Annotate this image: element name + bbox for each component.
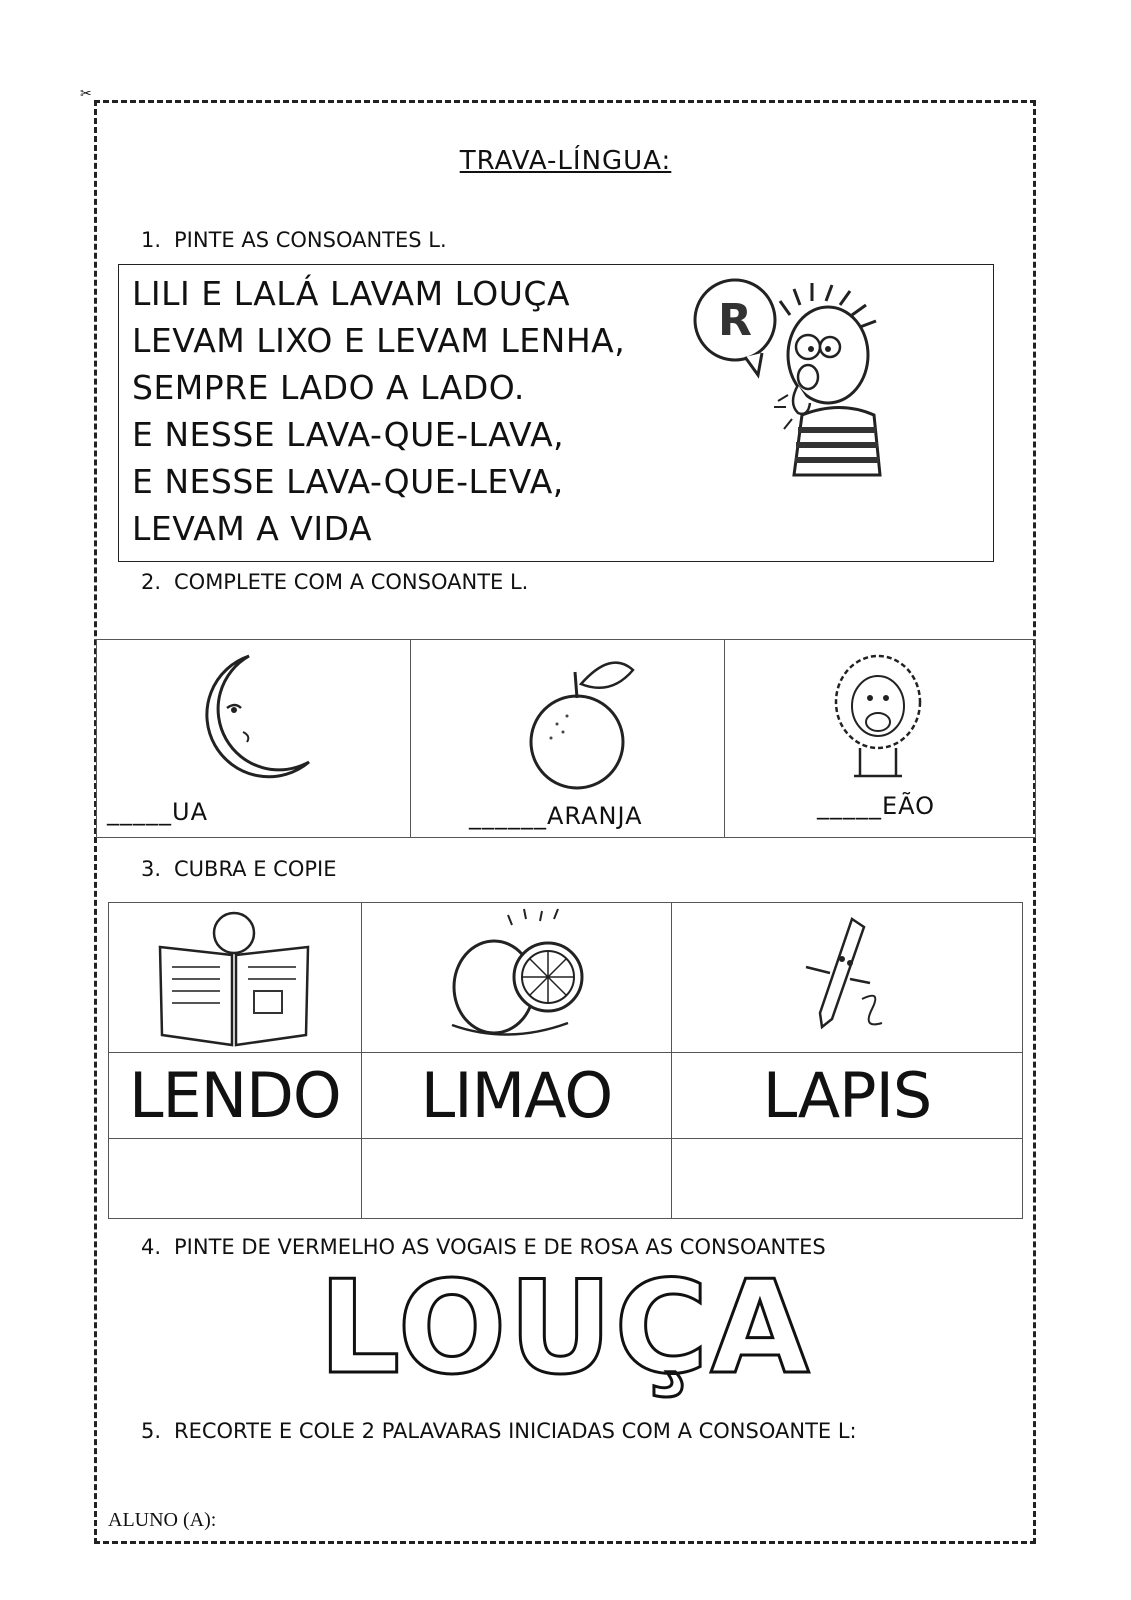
word-lendo: LENDO — [129, 1059, 341, 1132]
complete-cell-orange — [411, 640, 725, 838]
lion-icon — [830, 652, 930, 782]
question-2-number: 2. — [141, 570, 162, 594]
word-cell — [109, 1053, 362, 1139]
moon-icon — [187, 652, 317, 788]
question-3-text: CUBRA E COPIE — [174, 857, 337, 881]
question-2 — [141, 570, 528, 594]
question-2-text: COMPLETE COM A CONSOANTE L. — [174, 570, 529, 594]
complete-cell-moon — [97, 640, 411, 838]
complete-table — [96, 639, 1036, 838]
word-cell — [672, 1053, 1023, 1139]
lemon-icon — [448, 905, 588, 1045]
copy-image-cell-lemon — [362, 903, 672, 1053]
poem-line: SEMPRE LADO A LADO. — [132, 368, 525, 407]
blank-laranja[interactable]: ______ARANJA — [469, 802, 643, 830]
poem-line: LEVAM A VIDA — [132, 509, 373, 548]
blank-lua[interactable]: _____UA — [107, 798, 208, 826]
scissors-icon: ✂ — [80, 86, 92, 102]
question-1-text: PINTE AS CONSOANTES L. — [174, 228, 447, 252]
question-5-number: 5. — [141, 1419, 162, 1443]
speech-letter: R — [718, 295, 752, 346]
question-4-text: PINTE DE VERMELHO AS VOGAIS E DE ROSA AS CONSOANTES — [174, 1235, 826, 1259]
question-3-number: 3. — [141, 857, 162, 881]
poem-line: E NESSE LAVA-QUE-LAVA, — [132, 415, 565, 454]
boy-tongue-twister-illustration — [690, 275, 890, 485]
copy-table — [108, 902, 1023, 1219]
page-title: TRAVA-LÍNGUA: — [459, 146, 672, 176]
copy-answer-cell[interactable] — [672, 1139, 1023, 1219]
poem-line: LEVAM LIXO E LEVAM LENHA, — [132, 321, 626, 360]
blank-leao[interactable]: _____EÃO — [817, 792, 936, 820]
copy-image-cell-reading — [109, 903, 362, 1053]
pencil-icon — [792, 909, 892, 1039]
louca-word: LOUÇA — [318, 1254, 812, 1403]
question-1-number: 1. — [141, 228, 162, 252]
word-limao: LIMAO — [420, 1059, 613, 1132]
reading-book-icon — [154, 907, 314, 1047]
copy-answer-cell[interactable] — [109, 1139, 362, 1219]
student-name-label: ALUNO (A): — [108, 1509, 217, 1531]
copy-image-cell-pencil — [672, 903, 1023, 1053]
copy-answer-cell[interactable] — [362, 1139, 672, 1219]
question-3 — [141, 857, 336, 881]
complete-cell-lion — [725, 640, 1036, 838]
word-cell — [362, 1053, 672, 1139]
word-lapis: LAPIS — [762, 1059, 932, 1132]
question-5-text: RECORTE E COLE 2 PALAVARAS INICIADAS COM A CONSOANTE L: — [174, 1419, 857, 1443]
poem-line: LILI E LALÁ LAVAM LOUÇA — [132, 274, 571, 313]
orange-icon — [511, 654, 651, 794]
question-5 — [141, 1419, 857, 1443]
louca-outline-word[interactable] — [0, 1254, 1131, 1404]
poem-line: E NESSE LAVA-QUE-LEVA, — [132, 462, 564, 501]
question-4-number: 4. — [141, 1235, 162, 1259]
question-1 — [141, 228, 447, 252]
